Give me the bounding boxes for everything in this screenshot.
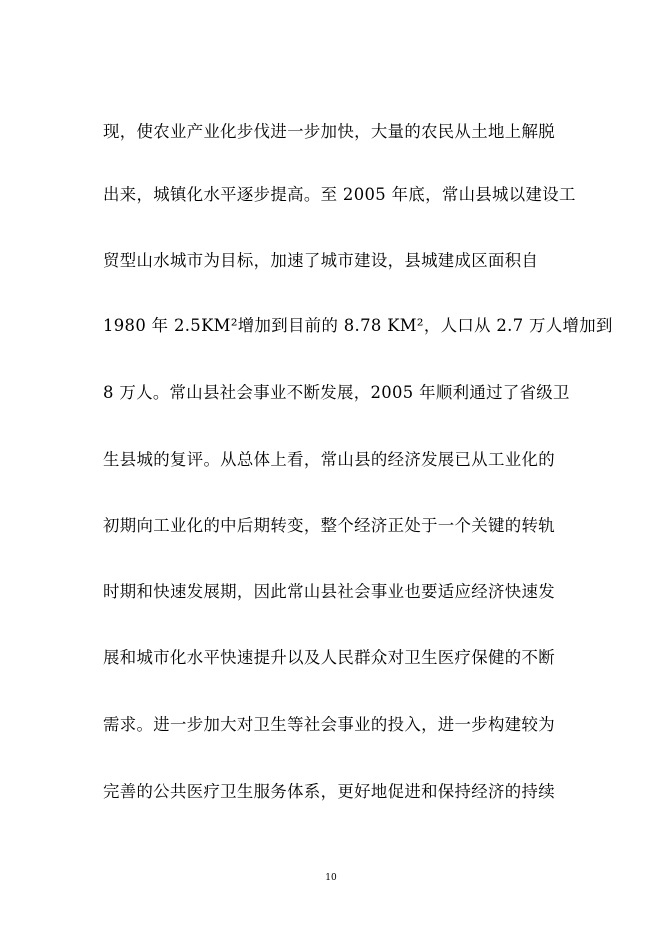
text-line: 现，使农业产业化步伐进一步加快，大量的农民从土地上解脱 — [103, 122, 555, 141]
text-line: 初期向工业化的中后期转变，整个经济正处于一个关键的转轨 — [103, 516, 555, 535]
text-line: 出来，城镇化水平逐步提高。至 2005 年底，常山县城以建设工 — [103, 185, 576, 204]
text-line: 完善的公共医疗卫生服务体系，更好地促进和保持经济的持续 — [103, 782, 555, 801]
text-line: 时期和快速发展期，因此常山县社会事业也要适应经济快速发 — [103, 582, 555, 601]
page-number: 10 — [325, 873, 337, 883]
text-line: 贸型山水城市为目标，加速了城市建设，县城建成区面积自 — [103, 251, 539, 270]
text-line: 需求。进一步加大对卫生等社会事业的投入，进一步构建较为 — [103, 715, 555, 734]
text-line: 生县城的复评。从总体上看，常山县的经济发展已从工业化的 — [103, 450, 555, 469]
text-line: 展和城市化水平快速提升以及人民群众对卫生医疗保健的不断 — [103, 648, 555, 667]
text-line: 8 万人。常山县社会事业不断发展，2005 年顺利通过了省级卫 — [103, 383, 570, 402]
text-line: 1980 年 2.5KM²增加到目前的 8.78 KM²，人口从 2.7 万人增加到 — [103, 316, 613, 335]
